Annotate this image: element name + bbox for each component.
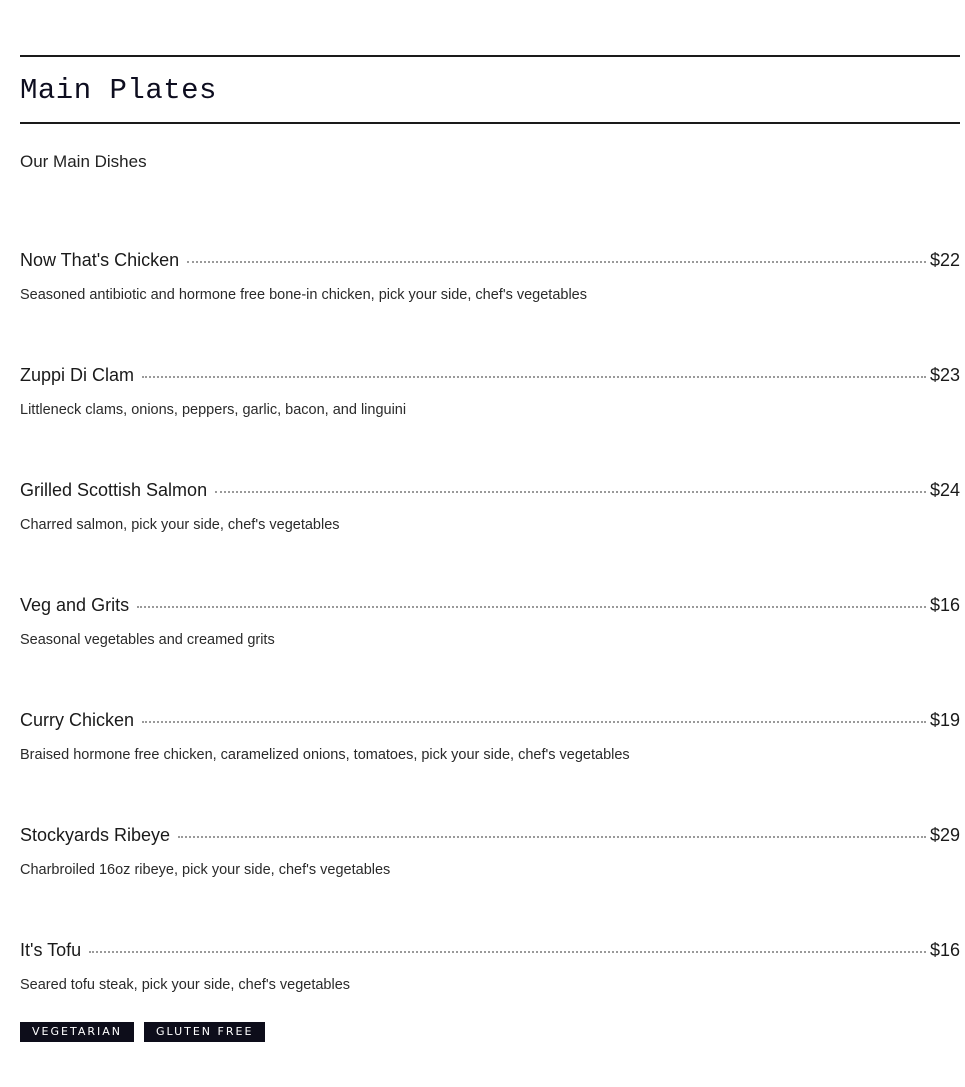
menu-item-line — [20, 478, 960, 502]
menu-item-description: Charbroiled 16oz ribeye, pick your side, chef's vegetables — [20, 862, 391, 878]
section-header — [20, 55, 960, 124]
menu-item — [20, 823, 960, 938]
menu-item-line — [20, 708, 960, 732]
dietary-tags — [20, 1022, 265, 1042]
menu-item-description: Charred salmon, pick your side, chef's vegetables — [20, 517, 340, 533]
leader-dots — [89, 951, 926, 953]
leader-dots — [178, 836, 926, 838]
menu-item — [20, 708, 960, 823]
menu-item-price: $16 — [929, 595, 960, 615]
menu-item-line — [20, 248, 960, 272]
menu-item-name: Zuppi Di Clam — [20, 365, 135, 385]
tag-gluten-free: GLUTEN FREE — [144, 1022, 265, 1042]
section-title: Main Plates — [20, 74, 217, 107]
menu-section-main-plates — [20, 55, 960, 1038]
menu-item-price: $22 — [929, 250, 960, 270]
menu-item-name: Curry Chicken — [20, 710, 135, 730]
menu-item — [20, 248, 960, 363]
menu-items-list — [20, 248, 960, 1053]
leader-dots — [137, 606, 926, 608]
leader-dots — [142, 376, 926, 378]
menu-item-line — [20, 363, 960, 387]
menu-item-description: Seasonal vegetables and creamed grits — [20, 632, 275, 648]
leader-dots — [142, 721, 926, 723]
menu-item-price: $24 — [929, 480, 960, 500]
menu-item-name: Now That's Chicken — [20, 250, 180, 270]
menu-item-price: $16 — [929, 940, 960, 960]
menu-item — [20, 478, 960, 593]
menu-item-name: It's Tofu — [20, 940, 82, 960]
menu-item-description: Littleneck clams, onions, peppers, garlic, bacon, and linguini — [20, 402, 407, 418]
menu-item-line — [20, 938, 960, 962]
menu-item-description: Seasoned antibiotic and hormone free bone-in chicken, pick your side, chef's vegetables — [20, 287, 588, 303]
leader-dots — [215, 491, 926, 493]
menu-item — [20, 363, 960, 478]
section-subtitle: Our Main Dishes — [20, 152, 147, 171]
tag-vegetarian: VEGETARIAN — [20, 1022, 134, 1042]
menu-item — [20, 593, 960, 708]
menu-item-price: $19 — [929, 710, 960, 730]
menu-item-description: Braised hormone free chicken, caramelized onions, tomatoes, pick your side, chef's vegetables — [20, 747, 630, 763]
leader-dots — [187, 261, 926, 263]
menu-item-price: $29 — [929, 825, 960, 845]
menu-item-price: $23 — [929, 365, 960, 385]
menu-item-description: Seared tofu steak, pick your side, chef's vegetables — [20, 977, 351, 993]
menu-item-line — [20, 593, 960, 617]
menu-item-name: Veg and Grits — [20, 595, 130, 615]
menu-item-name: Stockyards Ribeye — [20, 825, 171, 845]
menu-item-line — [20, 823, 960, 847]
menu-item-name: Grilled Scottish Salmon — [20, 480, 208, 500]
